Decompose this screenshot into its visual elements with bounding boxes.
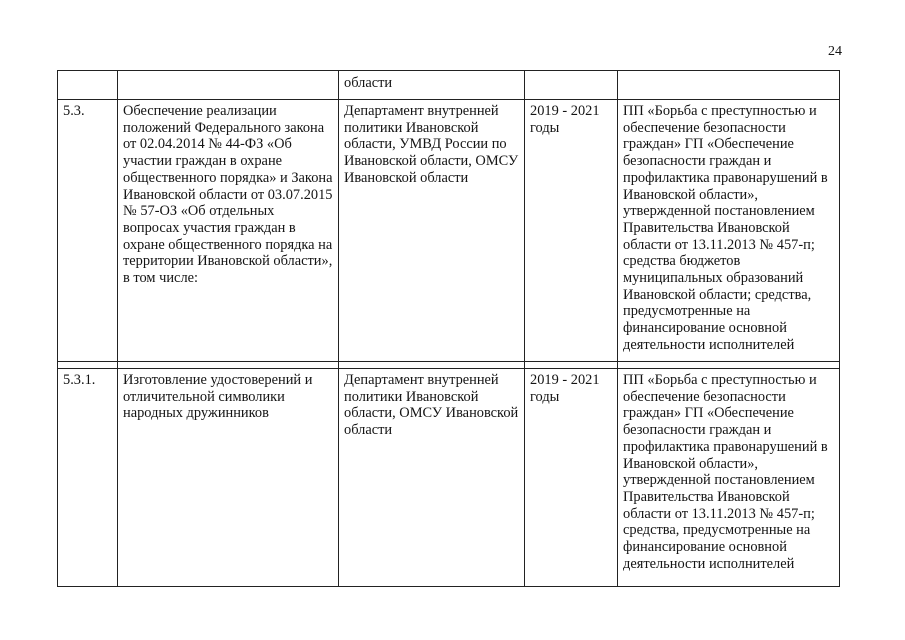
- row-executor: Департамент внутренней политики Ивановской области, УМВД России по Ивановской области, ОМСУ Ивановской области: [339, 100, 525, 362]
- spacer-cell: [339, 362, 525, 369]
- row-funding-source: ПП «Борьба с преступностью и обеспечение безопасности граждан» ГП «Обеспечение безопасности граждан и профилактика правонарушений в Ивановской области», утвержденной постановлением Правительства Ивановской области от 13.11.2013 № 457-п; средства, предусмотренные на финансирование основной деятельности исполнителей: [618, 369, 840, 587]
- measures-table: [57, 70, 840, 587]
- continuation-row: [58, 71, 840, 100]
- table-row: [58, 369, 840, 587]
- row-number: 5.3.: [58, 100, 118, 362]
- row-executor: Департамент внутренней политики Ивановской области, ОМСУ Ивановской области: [339, 369, 525, 587]
- row-activity: Изготовление удостоверений и отличительной символики народных дружинников: [118, 369, 339, 587]
- cell-executor: [339, 71, 525, 100]
- cell-source: [618, 71, 840, 100]
- spacer-cell: [118, 362, 339, 369]
- spacer-cell: [525, 362, 618, 369]
- row-period: 2019 - 2021 годы: [525, 369, 618, 587]
- row-funding-source: ПП «Борьба с преступностью и обеспечение безопасности граждан» ГП «Обеспечение безопасности граждан и профилактика правонарушений в Ивановской области», утвержденной постановлением Правительства Ивановской области от 13.11.2013 № 457-п; средства бюджетов муниципальных образований Ивановской области; средства, предусмотренные на финансирование основной деятельности исполнителей: [618, 100, 840, 362]
- page-number: 24: [828, 44, 842, 59]
- row-period: 2019 - 2021 годы: [525, 100, 618, 362]
- cell-num: [58, 71, 118, 100]
- cell-activity: [118, 71, 339, 100]
- continuation-executor-text: области: [344, 75, 393, 91]
- table-row: [58, 100, 840, 362]
- spacer-row: [58, 362, 840, 369]
- cell-period: [525, 71, 618, 100]
- row-activity: Обеспечение реализации положений Федерального закона от 02.04.2014 № 44-ФЗ «Об участии граждан в охране общественного порядка» и Закона Ивановской области от 03.07.2015 № 57-ОЗ «Об отдельных вопросах участия граждан в охране общественного порядка на территории Ивановской области», в том числе:: [118, 100, 339, 362]
- spacer-cell: [58, 362, 118, 369]
- spacer-cell: [618, 362, 840, 369]
- row-number: 5.3.1.: [58, 369, 118, 587]
